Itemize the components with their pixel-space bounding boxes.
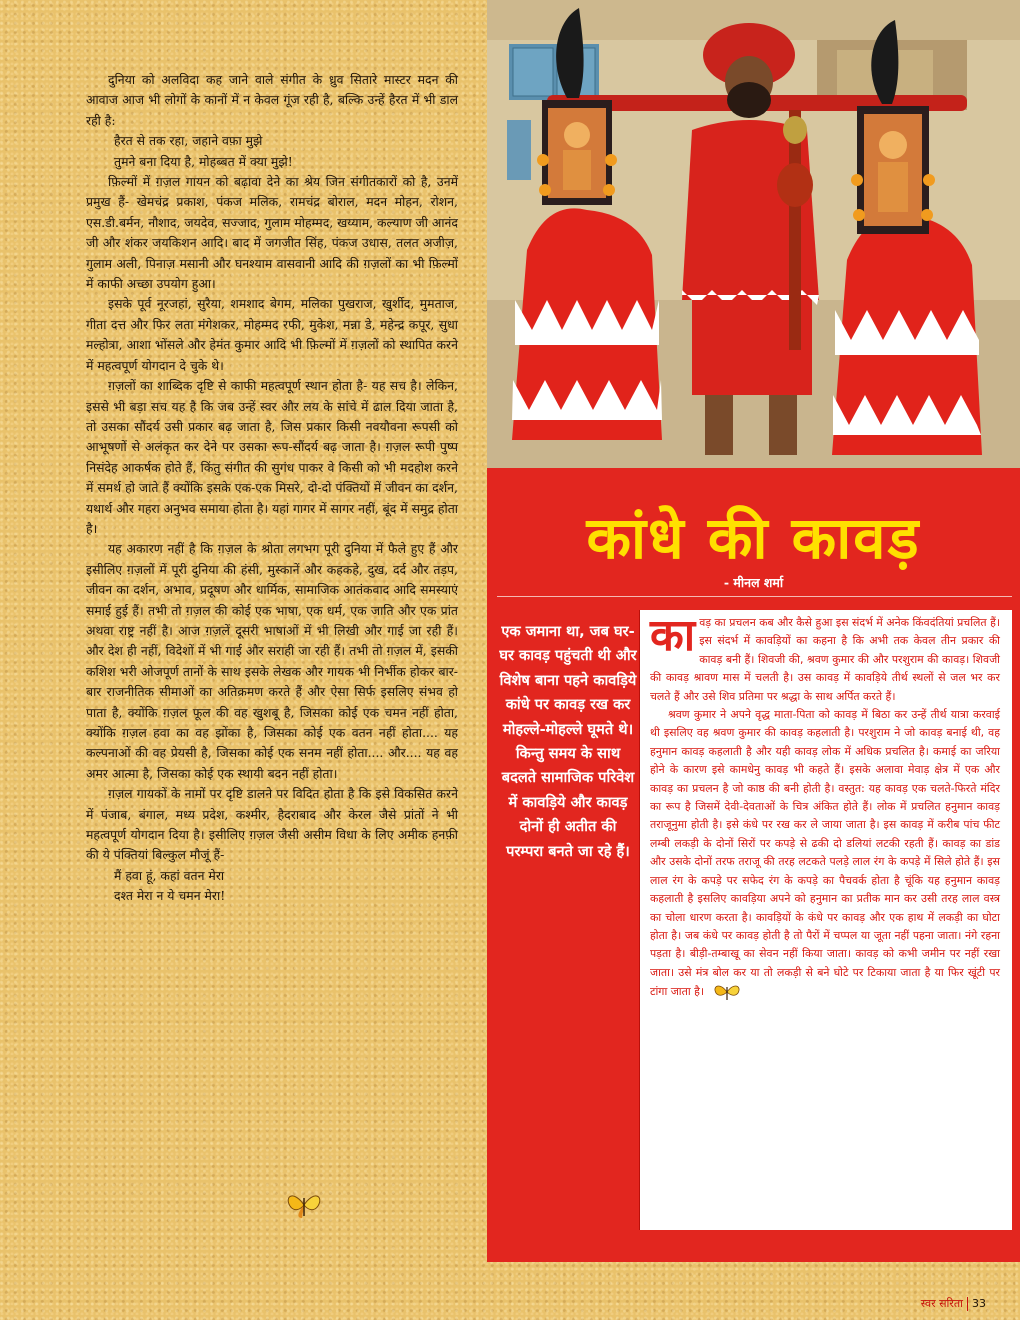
body-paragraph: ग़ज़ल गायकों के नामों पर दृष्टि डालने पर विदित होता है कि इसे विकसित करने में पंजाब, बंगाल, मध्य प्रदेश, कश्मीर, हैदराबाद और केरल जैसे प्रांतों ने भी महत्वपूर्ण योगदान दिया है। इसीलिए ग़ज़ल जैसी असीम विधा के लिए अमीक हनफ़ी की ये पंक्तियां बिल्कुल मौजूं हैं-: [86, 786, 458, 863]
magazine-name: स्वर सरिता: [920, 1297, 963, 1310]
page-number: 33: [972, 1297, 986, 1310]
butterfly-ornament-icon: [284, 1190, 324, 1220]
divider: [497, 596, 1012, 597]
left-column-text: [86, 70, 458, 907]
footer-separator: [967, 1297, 968, 1311]
page-footer: [921, 1296, 986, 1311]
verse-line: हैरत से तक रहा, जहाने वफ़ा मुझे: [114, 133, 263, 149]
body-paragraph: दुनिया को अलविदा कह जाने वाले संगीत के ध्रुव सितारे मास्टर मदन की आवाज आज भी लोगों के कानों में न केवल गूंज रही है, बल्कि उन्हें हैरत में भी डाल रही है:: [86, 72, 458, 128]
verse-line: मैं हवा हूं, कहां वतन मेरा: [114, 867, 225, 883]
verse-line: दश्त मेरा न ये चमन मेरा!: [114, 888, 226, 904]
pull-quote: एक जमाना था, जब घर-घर कावड़ पहुंचती थी और विशेष बाना पहने कावड़िये कांधे पर कावड़ रख कर मोहल्ले-मोहल्ले घूमते थे। किन्तु समय के साथ बदलते सामाजिक परिवेश में कावड़िये और कावड़ दोनों ही अतीत की परम्परा बनते जा रहे हैं।: [499, 623, 637, 860]
article-title: कांधे की कावड़: [586, 504, 921, 572]
body-paragraph: श्रवण कुमार ने अपने वृद्ध माता-पिता को कावड़ में बिठा कर उन्हें तीर्थ यात्रा करवाई थी इसलिए वह श्रवण कुमार की कावड़ कहलाती है। परशुराम ने जो कावड़ बनाई थी, वह हनुमान कावड़ कहलाती है और यही कावड़ लोक में अधिक प्रचलित है। कमाई का जरिया होने के कारण इसे कामधेनु कावड़ भी कहते हैं। इसके अलावा मेवाड़ क्षेत्र में एक और कावड़ का प्रचलन है जो काष्ठ की बनी होती है। वस्तुत: यह कावड़ एक चलते-फिरते मंदिर का रूप है जिसमें देवी-देवताओं के चित्र अंकित होते हैं। लोक में प्रचलित हनुमान कावड़ तराजूनुमा होती है। इसे कंधे पर रख कर ले जाया जाता है। इस कावड़ में करीब पांच फीट लम्बी लकड़ी के दोनों सिरों पर कपड़े से ढकी दो डलियां लटकी रहती हैं। कावड़ का डांड और उसके दोनों तरफ तराजू की तरह लटकते पलड़े लाल रंग के कपड़े में सिले होते हैं। इस लाल रंग के कपड़े पर सफेद रंग के कपड़े का पैचवर्क होता है चूंकि यह हनुमान कावड़ कहलाती है इसलिए कावड़िया अपने को हनुमान का प्रतीक मान कर उसी तरह लाल वस्त्र का चोला धारण करता है। कावड़ियों के कंधे पर कावड़ और एक हाथ में लकड़ी का घोटा होता है। जब कंधे पर कावड़ होती है तो पैरों में चप्पल या जूता नहीं पहना जाता। नंगे रहना पड़ता है। बीड़ी-तम्बाखू का सेवन नहीं किया जाता। कावड़ को कभी जमीन पर नहीं रखा जाता। उसे मंत्र बोल कर या तो लकड़ी से बने घोटे पर टिकाया जाता है या फिर खूंटी पर टांगा जाता है।: [650, 706, 1000, 1002]
body-paragraph: कावड़ का प्रचलन कब और कैसे हुआ इस संदर्भ में अनेक किंवदंतियां प्रचलित हैं। इस संदर्भ में कावड़ियों का कहना है कि अभी तक केवल तीन प्रकार की कावड़ बनी हैं। शिवजी की, श्रवण कुमार की और परशुराम की कावड़। शिवजी की कावड़ श्रावण मास में चलती है। उस कावड़ में कावड़िये तीर्थ स्थलों से जल भर कर चलते हैं और उसे शिव प्रतिमा पर श्रद्धा के साथ अर्पित करते हैं।: [650, 610, 1001, 703]
verse-line: तुमने बना दिया है, मोहब्बत में क्या मुझे!: [114, 153, 293, 169]
article-panel: [487, 468, 1020, 1262]
drop-cap: का: [650, 610, 696, 661]
butterfly-ornament-icon: [712, 982, 742, 1002]
body-paragraph: यह अकारण नहीं है कि ग़ज़ल के श्रोता लगभग पूरी दुनिया में फैले हुए हैं और इसीलिए ग़ज़लों में पूरी दुनिया की हंसी, मुस्कानें और कहकहे, दुख, दर्द और तड़प, जीवन का दर्शन, अभाव, प्रदूषण और धार्मिक, सामाजिक आतंकवाद आदि समस्याएं समाई हुई हैं। तभी तो ग़ज़ल की कोई एक भाषा, एक धर्म, एक जाति और एक प्रांत अथवा राष्ट्र नहीं है। आज ग़ज़लें दूसरी भाषाओं में भी लिखी और गाई जा रही हैं। और देश ही नहीं, विदेशों में भी गाई और सराही जा रही हैं। तभी तो ग़ज़ल में, इसकी कशिश भरी ओजपूर्ण तानों के साथ इसके लेखक और गायक भी निर्भीक होकर बार-बार राजनीतिक सीमाओं का अतिक्रमण करते हैं और ऐसा सिर्फ इसलिए संभव हो पाता है, क्योंकि ग़ज़ल फूल की वह खुशबू है, जिसका कोई एक चमन नहीं होता, क्योंकि ग़ज़ल हवा का वह झोंका है, जिसका कोई एक वतन नहीं होता.... यह कल्पनाओं की वह प्रेयसी है, जिसका कोई एक सनम नहीं होता.... और.... यह वह अमर आत्मा है, जिसका कोई एक स्थायी बदन नहीं होता।: [86, 541, 458, 781]
article-author: - मीनल शर्मा: [723, 575, 784, 590]
body-paragraph: ग़ज़लों का शाब्दिक दृष्टि से काफी महत्वपूर्ण स्थान होता है- यह सच है। लेकिन, इससे भी बड़ा सच यह है कि जब उन्हें स्वर और लय के सांचे में ढाल दिया जाता है, तो उसका सौंदर्य उसी प्रकार बढ़ जाता है, जिस प्रकार किसी नवयौवना रूपसी को आभूषणों से अलंकृत कर देने पर उसका रूप-सौंदर्य बढ़ जाता है। ग़ज़ल रूपी पुष्प निसंदेह आकर्षक होते हैं, किंतु संगीत की सुगंध पाकर वे किसी को भी मदहोश करने में समर्थ हो जाते हैं क्योंकि इसके एक-एक मिसरे, दो-दो पंक्तियों में जीवन का दर्शन, यथार्थ और गहरा अनुभव समाया होता है। यहां गागर में सागर नहीं, बूंद में समुद्र होता है।: [86, 378, 458, 536]
kawad-bearer-photo: [487, 0, 1020, 468]
article-body: [650, 610, 1001, 1002]
body-paragraph: फ़िल्मों में ग़ज़ल गायन को बढ़ावा देने का श्रेय जिन संगीतकारों को है, उनमें प्रमुख हैं- खेमचंद्र प्रकाश, पंकज मलिक, रामचंद्र बोराल, मदन मोहन, रोशन, एस.डी.बर्मन, नौशाद, जयदेव, सज्जाद, गुलाम मोहम्मद, खय्याम, कल्याण जी आनंद जी और शंकर जयकिशन आदि। बाद में जगजीत सिंह, पंकज उधास, तलत अजीज़, गुलाम अली, पिनाज़ मसानी और घनश्याम वासवानी आदि की ग़ज़लों का भी फ़िल्मों में काफी अच्छा उपयोग हुआ।: [86, 174, 458, 292]
article-body-box: [639, 610, 1012, 1230]
body-paragraph: इसके पूर्व नूरजहां, सुरैया, शमशाद बेगम, मलिका पुखराज, खुर्शीद, मुमताज, गीता दत्त और फिर लता मंगेशकर, मोहम्मद रफी, मुकेश, मन्ना डे, महेन्द्र कपूर, सुधा मल्होत्रा, आशा भोंसले और हेमंत कुमार आदि भी फ़िल्मों में ग़ज़लों को स्थापित करने में महत्वपूर्ण योगदान दे चुके थे।: [86, 296, 458, 373]
